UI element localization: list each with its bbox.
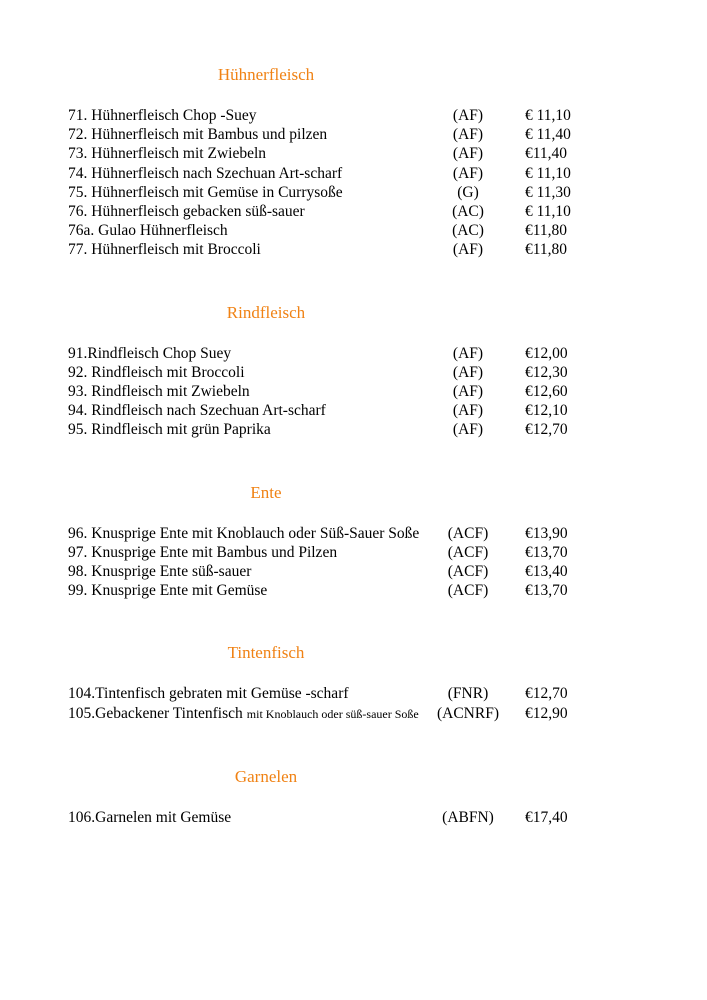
menu-item-row xyxy=(68,221,595,240)
menu-section xyxy=(68,64,595,260)
section-title: Hühnerfleisch xyxy=(217,65,315,84)
menu-item-row xyxy=(68,344,595,363)
menu-item-row xyxy=(68,183,595,202)
item-name-small: mit Knoblauch oder süß-sauer Soße xyxy=(246,706,419,721)
item-allergen-code: (AF) xyxy=(452,107,484,124)
item-allergen-code: (AC) xyxy=(452,203,484,221)
item-allergen-code: (AF) xyxy=(452,402,484,420)
item-allergen-code: (AF) xyxy=(452,126,484,144)
item-price: € 11,30 xyxy=(525,183,571,201)
item-price: €13,90 xyxy=(525,524,568,542)
section-title: Rindfleisch xyxy=(226,302,306,322)
item-name: 97. Knusprige Ente mit Bambus und Pilzen xyxy=(68,543,338,561)
item-price: €12,70 xyxy=(525,685,568,703)
item-allergen-code: (AC) xyxy=(452,222,484,240)
menu-item-row xyxy=(68,382,595,401)
item-price: €13,40 xyxy=(525,563,568,581)
item-allergen-code: (ACNRF) xyxy=(436,704,499,722)
section-title: Tintenfisch xyxy=(227,643,305,663)
item-allergen-code: (ACF) xyxy=(447,543,489,561)
item-allergen-code: (AF) xyxy=(452,145,484,163)
item-price: €12,90 xyxy=(525,704,568,722)
item-name: 95. Rindfleisch mit grün Paprika xyxy=(68,421,271,439)
item-allergen-code: (ABFN) xyxy=(442,808,494,826)
menu-item-row xyxy=(68,524,595,543)
item-allergen-code: (ACF) xyxy=(447,524,489,542)
item-allergen-code: (ACF) xyxy=(447,563,489,581)
menu-item-row xyxy=(68,164,595,183)
item-name: 72. Hühnerfleisch mit Bambus und pilzen xyxy=(68,126,328,144)
menu-item-row xyxy=(68,562,595,581)
menu-sections xyxy=(68,64,595,827)
menu-item-row xyxy=(68,543,595,562)
menu-section xyxy=(68,642,595,723)
item-allergen-code: (AF) xyxy=(452,363,484,381)
item-price: €11,80 xyxy=(525,241,568,259)
item-name: 76a. Gulao Hühnerfleisch xyxy=(68,222,228,240)
item-name: 75. Hühnerfleisch mit Gemüse in Currysoße xyxy=(68,183,343,201)
menu-item-row xyxy=(68,240,595,259)
item-name: 91.Rindfleisch Chop Suey xyxy=(68,344,232,362)
item-price: €11,40 xyxy=(525,145,568,163)
item-price: €12,10 xyxy=(525,402,568,420)
item-name: 105.Gebackener Tintenfisch xyxy=(68,704,243,722)
item-price: €11,80 xyxy=(525,222,568,240)
menu-section xyxy=(68,482,595,601)
section-title: Ente xyxy=(250,482,282,502)
item-price: €12,30 xyxy=(525,363,568,381)
menu-item-row xyxy=(68,202,595,221)
item-name: 96. Knusprige Ente mit Knoblauch oder Süß-Sauer Soße xyxy=(68,524,420,542)
item-name: 104.Tintenfisch gebraten mit Gemüse -scharf xyxy=(68,685,349,703)
item-price: €12,00 xyxy=(525,344,568,362)
menu-item-row xyxy=(68,106,595,125)
item-name: 77. Hühnerfleisch mit Broccoli xyxy=(68,241,261,259)
item-name: 93. Rindfleisch mit Zwiebeln xyxy=(68,383,250,401)
item-name: 71. Hühnerfleisch Chop -Suey xyxy=(68,107,257,124)
item-name: 94. Rindfleisch nach Szechuan Art-scharf xyxy=(68,402,326,420)
item-allergen-code: (AF) xyxy=(452,344,484,362)
item-allergen-code: (AF) xyxy=(452,383,484,401)
item-name: 92. Rindfleisch mit Broccoli xyxy=(68,363,245,381)
menu-item-row xyxy=(68,144,595,163)
item-allergen-code: (AF) xyxy=(452,241,484,259)
item-price: €12,70 xyxy=(525,421,568,439)
item-allergen-code: (ACF) xyxy=(447,582,489,600)
section-title: Garnelen xyxy=(234,766,298,786)
item-name: 106.Garnelen mit Gemüse xyxy=(68,808,232,826)
item-price: €13,70 xyxy=(525,582,568,600)
item-allergen-code: (AF) xyxy=(452,164,484,182)
item-name: 76. Hühnerfleisch gebacken süß-sauer xyxy=(68,203,305,221)
item-price: €13,70 xyxy=(525,543,568,561)
item-name: 74. Hühnerfleisch nach Szechuan Art-scharf xyxy=(68,164,343,182)
menu-item-row xyxy=(68,363,595,382)
item-price: €12,60 xyxy=(525,383,568,401)
item-name: 98. Knusprige Ente süß-sauer xyxy=(68,563,252,581)
item-allergen-code: (AF) xyxy=(452,421,484,439)
menu-item-row xyxy=(68,401,595,420)
menu-item-row xyxy=(68,684,595,703)
item-price: € 11,10 xyxy=(525,164,571,182)
item-price: €17,40 xyxy=(525,808,568,826)
menu-item-row xyxy=(68,808,595,827)
menu-content xyxy=(68,0,595,827)
menu-section xyxy=(68,766,595,827)
item-name: 99. Knusprige Ente mit Gemüse xyxy=(68,582,268,600)
menu-item-row xyxy=(68,704,595,724)
item-price: € 11,40 xyxy=(525,126,571,144)
menu-section xyxy=(68,302,595,440)
item-name: 73. Hühnerfleisch mit Zwiebeln xyxy=(68,145,267,163)
item-allergen-code: (FNR) xyxy=(447,685,489,703)
menu-item-row xyxy=(68,125,595,144)
item-allergen-code: (G) xyxy=(457,183,479,201)
menu-item-row xyxy=(68,581,595,600)
item-price: € 11,10 xyxy=(525,203,571,221)
menu-item-row xyxy=(68,420,595,439)
item-price: € 11,10 xyxy=(525,107,571,124)
